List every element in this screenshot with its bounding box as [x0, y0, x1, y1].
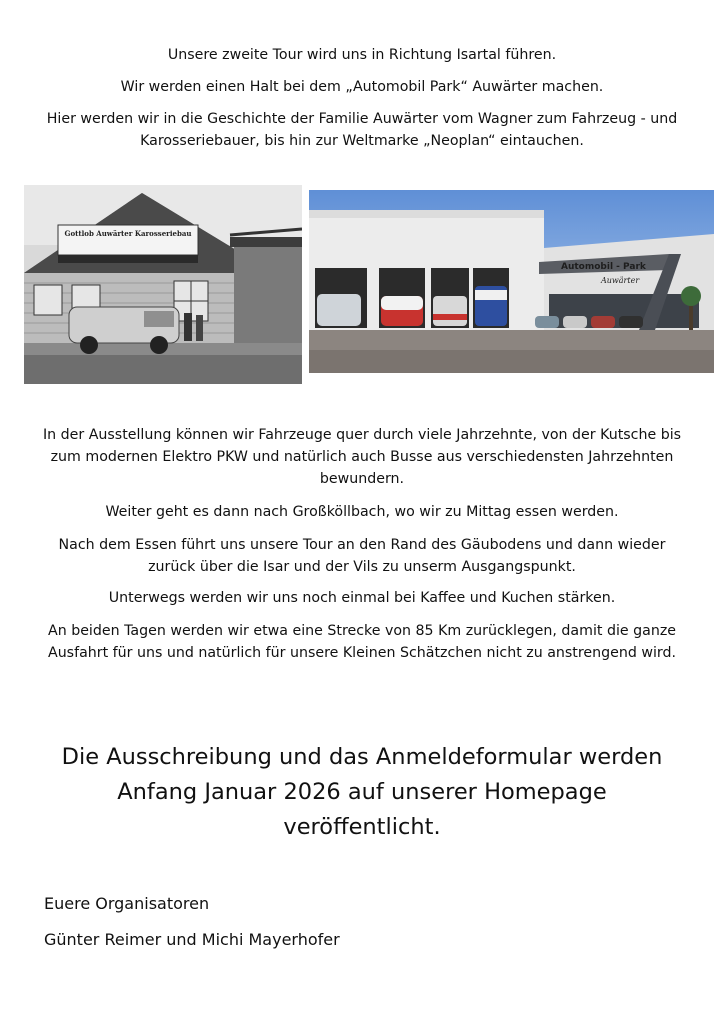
park-sign-text: Automobil - Park	[561, 262, 646, 272]
body-paragraph-lunch: Weiter geht es dann nach Großköllbach, wo wir zu Mittag essen werden.	[105, 504, 619, 520]
intro-paragraph-2: Wir werden einen Halt bei dem „Automobil Park“ Auwärter machen.	[120, 79, 604, 95]
intro-paragraph-3: Hier werden wir in die Geschichte der Familie Auwärter vom Wagner zum Fahrzeug - und Karosseriebauer, bis hin zur Weltmarke „Neoplan“ eintauchen.	[46, 111, 678, 149]
historic-workshop-photo	[24, 185, 302, 384]
body-paragraph-coffee: Unterwegs werden wir uns noch einmal bei Kaffee und Kuchen stärken.	[108, 590, 616, 606]
signature-line-1: Euere Organisatoren	[44, 894, 210, 913]
body-paragraph-distance: An beiden Tagen werden wir etwa eine Strecke von 85 Km zurücklegen, damit die ganze Ausfahrt für uns und natürlich für unsere Kleinen Schätzchen nicht zu anstrengend wird.	[47, 623, 677, 661]
park-sign-subtext: Auwärter	[601, 276, 640, 285]
body-paragraph-exhibition: In der Ausstellung können wir Fahrzeuge quer durch viele Jahrzehnte, von der Kutsche bis zum modernen Elektro PKW und natürlich auch Busse aus verschiedensten Jahrzehnten bewundern.	[42, 427, 682, 487]
automobil-park-photo	[309, 190, 714, 373]
historic-sign-text: Gottlob Auwärter Karosseriebau	[64, 229, 192, 238]
body-paragraph-route: Nach dem Essen führt uns unsere Tour an den Rand des Gäubodens und dann wieder zurück über die Isar und der Vils zu unserm Ausgangspunkt.	[58, 537, 666, 575]
signature-line-2: Günter Reimer und Michi Mayerhofer	[44, 930, 340, 949]
intro-paragraph-1: Unsere zweite Tour wird uns in Richtung Isartal führen.	[167, 47, 557, 63]
announcement-text: Die Ausschreibung und das Anmeldeformular werden Anfang Januar 2026 auf unserer Homepage veröffentlicht.	[61, 744, 663, 840]
